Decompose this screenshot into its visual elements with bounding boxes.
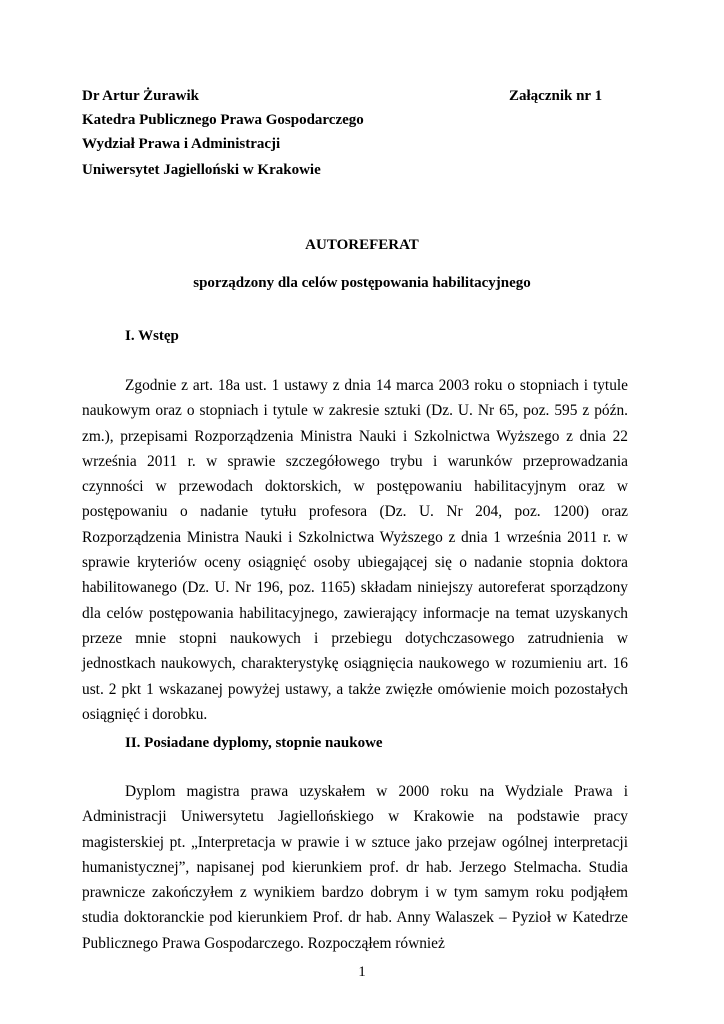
author-name: Dr Artur Żurawik — [82, 88, 199, 104]
attachment-label: Załącznik nr 1 — [509, 88, 603, 104]
section-heading-diplomas: II. Posiadane dyplomy, stopnie naukowe — [125, 735, 383, 751]
section-paragraph-diplomas: Dyplom magistra prawa uzyskałem w 2000 roku na Wydziale Prawa i Administracji Uniwersytetu Jagiellońskiego w Krakowie na podstawie pracy magisterskiej pt. „Interpretacja w prawie i w sztuce jako przejaw ogólnej interpretacji humanistycznej”, napisanej pod kierunkiem prof. dr hab. Jerzego Stelmacha. Studia prawnicze zakończyłem z wynikiem bardzo dobrym i w tym samym roku podjąłem studia doktoranckie pod kierunkiem Prof. dr hab. Anny Walaszek – Pyzioł w Katedrze Publicznego Prawa Gospodarczego. Rozpocząłem również — [82, 783, 628, 952]
section-heading-intro: I. Wstęp — [125, 328, 179, 344]
page-number: 1 — [358, 964, 366, 980]
university-name: Uniwersytet Jagielloński w Krakowie — [82, 162, 321, 178]
section-paragraph-intro: Zgodnie z art. 18a ust. 1 ustawy z dnia 14 marca 2003 roku o stopniach i tytule naukowym oraz o stopniach i tytule w zakresie sztuki (Dz. U. Nr 65, poz. 595 z późn. zm.), przepisami Rozporządzenia Ministra Nauki i Szkolnictwa Wyższego z dnia 22 września 2011 r. w sprawie szczegółowego trybu i warunków przeprowadzania czynności w przewodach doktorskich, w postępowaniu habilitacyjnym oraz w postępowaniu o nadanie tytułu profesora (Dz. U. Nr 204, poz. 1200) oraz Rozporządzenia Ministra Nauki i Szkolnictwa Wyższego z dnia 1 września 2011 r. w sprawie kryteriów oceny osiągnięć osoby ubiegającej się o nadanie stopnia doktora habilitowanego (Dz. U. Nr 196, poz. 1165) składam niniejszy autoreferat sporządzony dla celów postępowania habilitacyjnego, zawierający informacje na temat uzyskanych przeze mnie stopni naukowych i przebiegu dotychczasowego zatrudnienia w jednostkach naukowych, charakterystykę osiągnięcia naukowego w rozumieniu art. 16 ust. 2 pkt 1 wskazanej powyżej ustawy, a także zwięzłe omówienie moich pozostałych osiągnięć i dorobku. — [82, 377, 628, 723]
department-name: Katedra Publicznego Prawa Gospodarczego — [82, 112, 364, 128]
document-subtitle: sporządzony dla celów postępowania habilitacyjnego — [193, 275, 531, 291]
faculty-name: Wydział Prawa i Administracji — [82, 136, 281, 152]
document-title: AUTOREFERAT — [305, 237, 419, 253]
